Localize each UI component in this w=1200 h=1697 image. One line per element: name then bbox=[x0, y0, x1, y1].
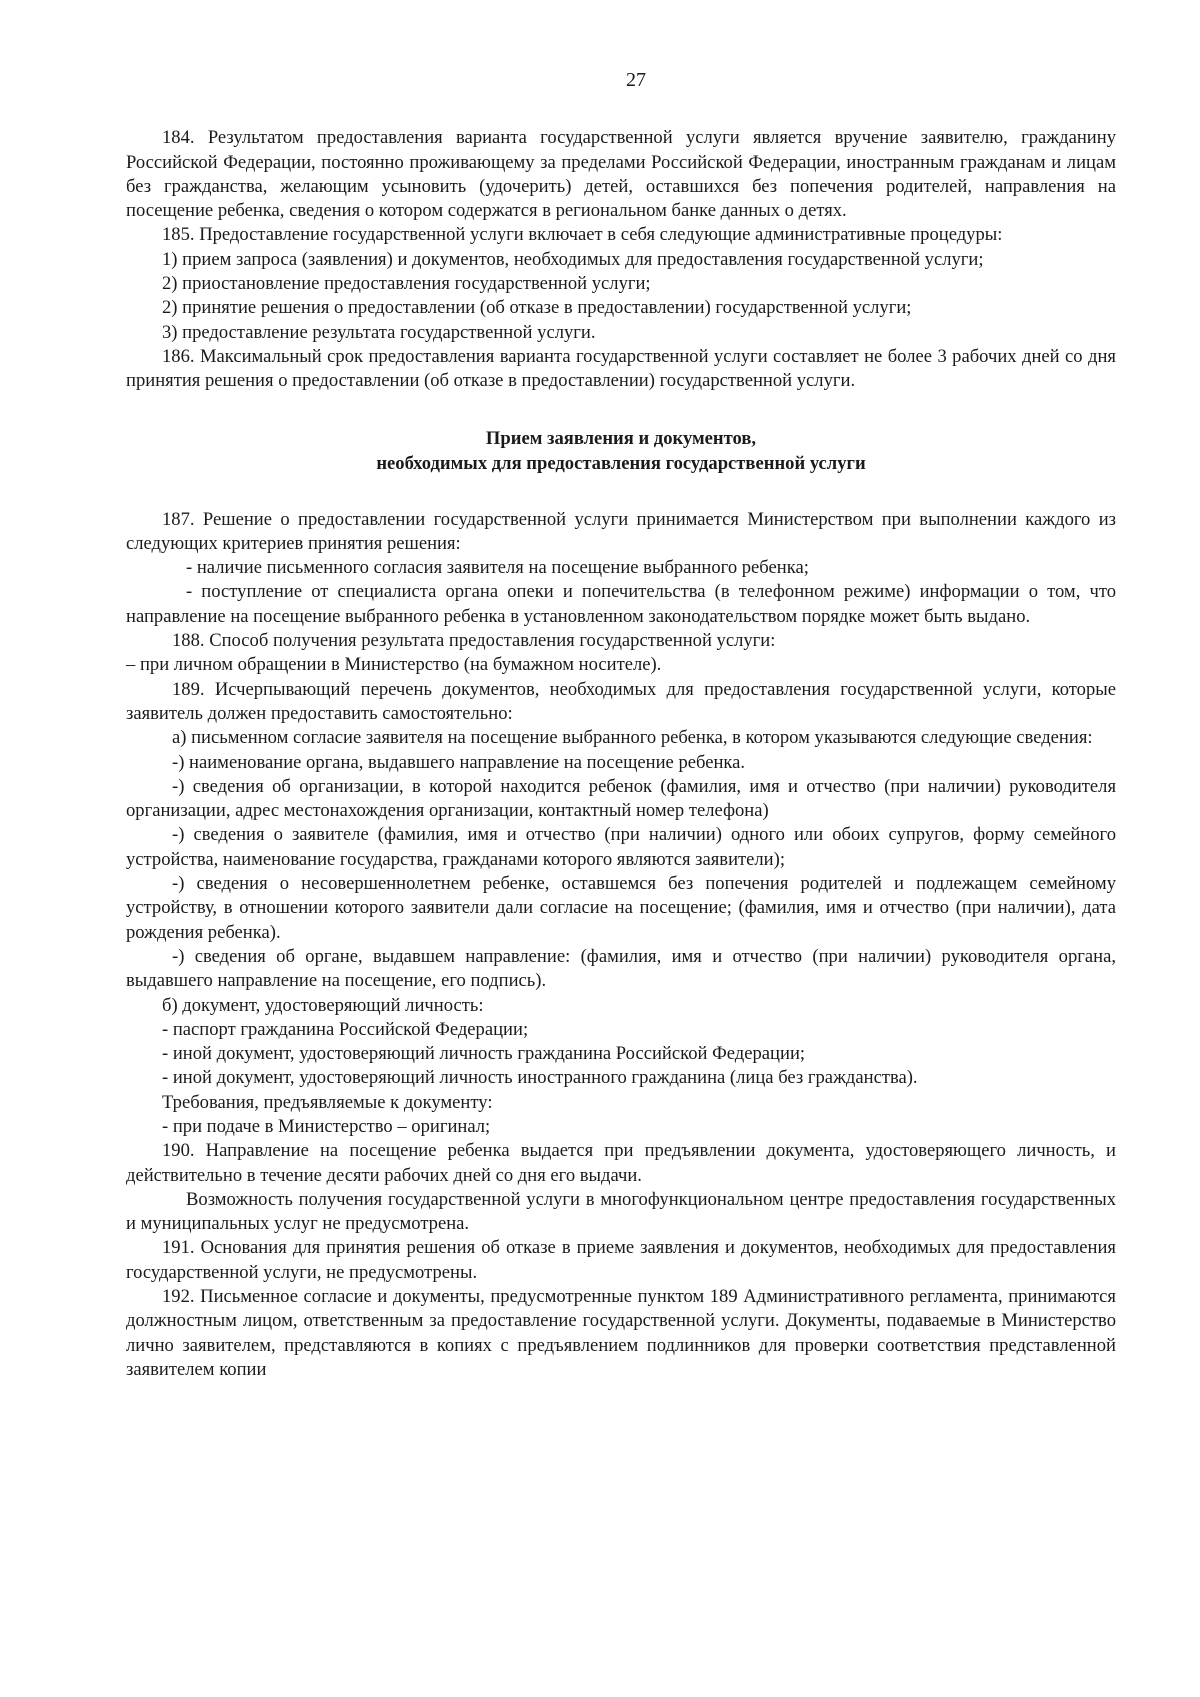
document-page bbox=[126, 68, 1116, 1382]
list-item-185-3: 2) принятие решения о предоставлении (об отказе в предоставлении) государственной услуги; bbox=[162, 297, 912, 319]
list-item-189-b3: - иной документ, удостоверяющий личность иностранного гражданина (лица без гражданства). bbox=[162, 1067, 918, 1089]
list-item-189-a1: -) наименование органа, выдавшего направление на посещение ребенка. bbox=[172, 751, 746, 773]
list-item-187-1: - наличие письменного согласия заявителя на посещение выбранного ребенка; bbox=[186, 557, 809, 579]
list-item-189-a4: -) сведения о несовершеннолетнем ребенке, оставшемся без попечения родителей и подлежащем семейному устройству, в отношении которого заявители дали согласие на посещение; (фамилия, имя и отчество (при наличии), дата рождения ребенка). bbox=[126, 873, 1116, 943]
paragraph-185: 185. Предоставление государственной услуги включает в себя следующие административные процедуры: bbox=[162, 224, 1003, 246]
page-number: 27 bbox=[626, 69, 646, 91]
paragraph-192: 192. Письменное согласие и документы, предусмотренные пунктом 189 Административного регламента, принимаются должностным лицом, ответственным за предоставление государственной услуги. Документы, подаваемые в Министерство лично заявителем, представляются в копиях с предъявлением подлинников для проверки соответствия представленной заявителем копии bbox=[126, 1286, 1116, 1380]
paragraph-190: 190. Направление на посещение ребенка выдается при предъявлении документа, удостоверяющего личность, и действительно в течение десяти рабочих дней со дня его выдачи. bbox=[126, 1140, 1116, 1186]
list-item-187-2: - поступление от специалиста органа опеки и попечительства (в телефонном режиме) информации о том, что направление на посещение выбранного ребенка в установленном законодательством порядке может быть выдано. bbox=[126, 581, 1116, 627]
paragraph-191: 191. Основания для принятия решения об отказе в приеме заявления и документов, необходимых для предоставления государственной услуги, не предусмотрены. bbox=[126, 1237, 1116, 1283]
paragraph-188: 188. Способ получения результата предоставления государственной услуги: bbox=[172, 630, 776, 652]
list-item-185-4: 3) предоставление результата государственной услуги. bbox=[162, 321, 596, 343]
list-item-189-req1: - при подаче в Министерство – оригинал; bbox=[162, 1115, 491, 1137]
list-item-188-1: – при личном обращении в Министерство (на бумажном носителе). bbox=[126, 654, 662, 676]
list-item-189-a2: -) сведения об организации, в которой находится ребенок (фамилия, имя и отчество (при наличии) руководителя организации, адрес местонахождения организации, контактный номер телефона) bbox=[126, 775, 1116, 822]
requirements-heading: Требования, предъявляемые к документу: bbox=[162, 1091, 493, 1113]
list-item-189-a5: -) сведения об органе, выдавшем направление: (фамилия, имя и отчество (при наличии) руководителя органа, выдавшего направление на посещение, его подпись). bbox=[126, 945, 1116, 992]
section-heading-line-1: Прием заявления и документов, bbox=[485, 427, 757, 449]
list-item-189-b1: - паспорт гражданина Российской Федерации; bbox=[162, 1018, 529, 1040]
paragraph-187: 187. Решение о предоставлении государственной услуги принимается Министерством при выполнении каждого из следующих критериев принятия решения: bbox=[126, 508, 1116, 554]
list-item-189-b: б) документ, удостоверяющий личность: bbox=[162, 994, 484, 1016]
list-item-185-1: 1) прием запроса (заявления) и документов, необходимых для предоставления государственной услуги; bbox=[162, 248, 984, 270]
list-item-189-b2: - иной документ, удостоверяющий личность гражданина Российской Федерации; bbox=[162, 1043, 806, 1065]
paragraph-186: 186. Максимальный срок предоставления варианта государственной услуги составляет не более 3 рабочих дней со дня принятия решения о предоставлении (об отказе в предоставлении) государственной услуги. bbox=[126, 345, 1116, 392]
section-heading bbox=[126, 426, 1116, 476]
paragraph-190-1: Возможность получения государственной услуги в многофункциональном центре предоставления государственных и муниципальных услуг не предусмотрена. bbox=[126, 1188, 1116, 1235]
section-heading-line-2: необходимых для предоставления государственной услуги bbox=[376, 452, 866, 474]
paragraph-184: 184. Результатом предоставления варианта государственной услуги является вручение заявителю, гражданину Российской Федерации, постоянно проживающему за пределами Российской Федерации, иностранным гражданам и лицам без гражданства, желающим усыновить (удочерить) детей, оставшихся без попечения родителей, направления на посещение ребенка, сведения о котором содержатся в региональном банке данных о детях. bbox=[126, 127, 1116, 222]
list-item-189-a: а) письменном согласие заявителя на посещение выбранного ребенка, в котором указываются следующие сведения: bbox=[172, 727, 1093, 749]
list-item-189-a3: -) сведения о заявителе (фамилия, имя и отчество (при наличии) одного или обоих супругов, форму семейного устройства, наименование государства, гражданами которого являются заявители); bbox=[126, 824, 1116, 870]
list-item-185-2: 2) приостановление предоставления государственной услуги; bbox=[162, 273, 651, 295]
paragraph-189: 189. Исчерпывающий перечень документов, необходимых для предоставления государственной услуги, которые заявитель должен предоставить самостоятельно: bbox=[126, 678, 1116, 724]
